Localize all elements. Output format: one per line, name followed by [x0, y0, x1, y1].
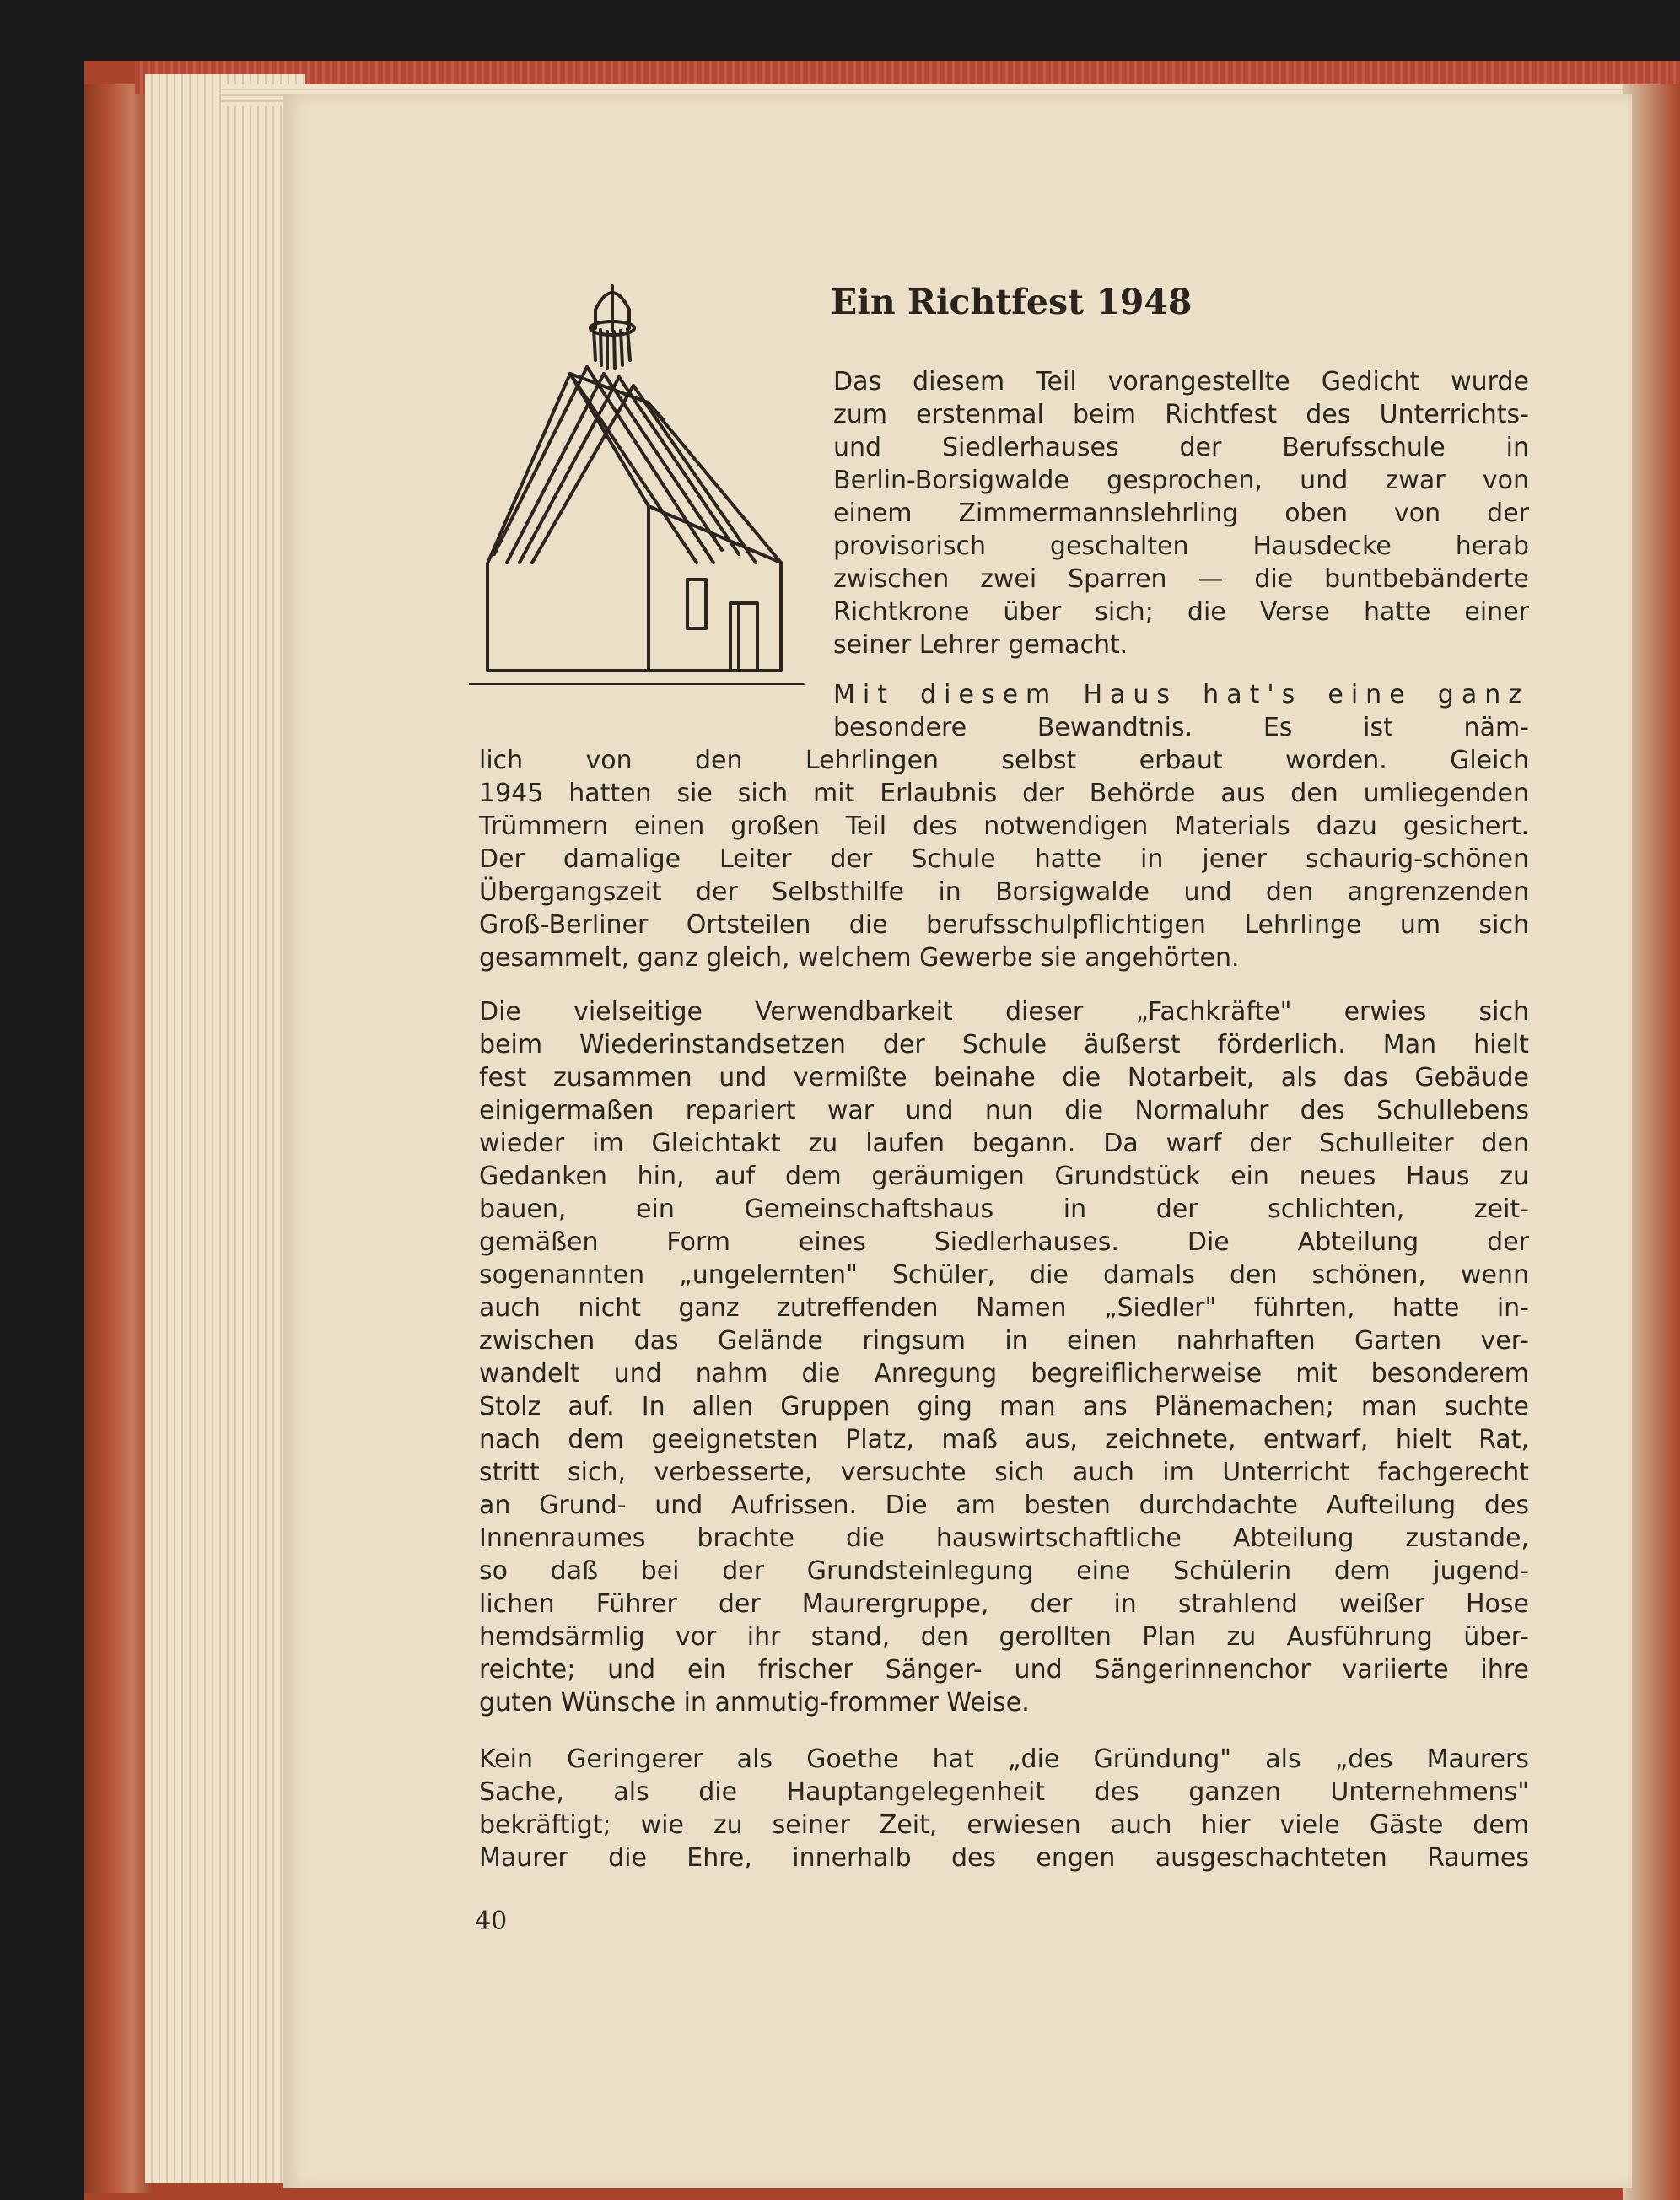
text-line: so daß bei der Grundsteinlegung eine Schülerin dem jugend- [479, 1556, 1529, 1586]
text-line: lich von den Lehrlingen selbst erbaut worden. Gleich [479, 746, 1529, 775]
text-line: Richtkrone über sich; die Verse hatte einer [833, 597, 1529, 627]
text-line: beim Wiederinstandsetzen der Schule äußerst förderlich. Man hielt [479, 1030, 1529, 1060]
text-line: gesammelt, ganz gleich, welchem Gewerbe sie angehörten. [479, 943, 1240, 973]
text-line: lichen Führer der Maurergruppe, der in strahlend weißer Hose [479, 1589, 1529, 1619]
text-line: Trümmern einen großen Teil des notwendigen Materials dazu gesichert. [479, 812, 1529, 841]
text-line: guten Wünsche in anmutig-frommer Weise. [479, 1688, 1030, 1717]
text-line: sogenannten „ungelernten" Schüler, die damals den schönen, wenn [479, 1260, 1529, 1290]
house-frame-with-richtkrone-icon [469, 284, 823, 685]
text-line: an Grund- und Aufrissen. Die am besten durchdachte Aufteilung des [479, 1491, 1529, 1520]
text-line: zum erstenmal beim Richtfest des Unterrichts- [833, 400, 1529, 429]
text-line: und Siedlerhauses der Berufsschule in [833, 433, 1529, 462]
text-line: gemäßen Form eines Siedlerhauses. Die Abteilung der [479, 1227, 1529, 1257]
paragraph-fachkraefte [479, 995, 1529, 1719]
text-line: Innenraumes brachte die hauswirtschaftliche Abteilung zustande, [479, 1523, 1529, 1553]
text-line: Stolz auf. In allen Gruppen ging man ans Plänemachen; man suchte [479, 1392, 1529, 1421]
text-line: reichte; und ein frischer Sänger- und Sängerinnenchor variierte ihre [479, 1655, 1529, 1685]
text-line: zwischen zwei Sparren — die buntbebänderte [833, 564, 1529, 594]
text-line: provisorisch geschalten Hausdecke herab [833, 531, 1529, 561]
text-line: auch nicht ganz zutreffenden Namen „Siedler" führten, hatte in- [479, 1293, 1529, 1323]
text-line: zwischen das Gelände ringsum in einen nahrhaften Garten ver- [479, 1326, 1529, 1356]
text-line: Das diesem Teil vorangestellte Gedicht wurde [833, 367, 1529, 396]
paragraph-intro [833, 365, 1529, 661]
text-line: nach dem geeignetsten Platz, maß aus, zeichnete, entwarf, hielt Rat, [479, 1425, 1529, 1454]
text-line: Übergangszeit der Selbsthilfe in Borsigwalde und den angrenzenden [479, 877, 1529, 907]
text-line: Mit diesem Haus hat's eine ganz [833, 680, 1529, 709]
page-stack-left [145, 74, 305, 2183]
text-line: Maurer die Ehre, innerhalb des engen ausgeschachteten Raumes [479, 1843, 1529, 1873]
text-line: besondere Bewandtnis. Es ist näm- [833, 713, 1529, 742]
text-line: Gedanken hin, auf dem geräumigen Grundstück ein neues Haus zu [479, 1162, 1529, 1191]
text-line: hemdsärmlig vor ihr stand, den gerollten Plan zu Ausführung über- [479, 1622, 1529, 1652]
paragraph-haus [479, 744, 1529, 974]
text-line: fest zusammen und vermißte beinahe die Notarbeit, als das Gebäude [479, 1063, 1529, 1092]
text-line: Kein Geringerer als Goethe hat „die Gründung" als „des Maurers [479, 1744, 1529, 1774]
text-line: bekräftigt; wie zu seiner Zeit, erwiesen auch hier viele Gäste dem [479, 1810, 1529, 1840]
text-line: einigermaßen repariert war und nun die Normaluhr des Schullebens [479, 1096, 1529, 1125]
text-line: Der damalige Leiter der Schule hatte in jener schaurig-schönen [479, 844, 1529, 874]
text-line: wandelt und nahm die Anregung begreiflicherweise mit besonderem [479, 1359, 1529, 1388]
text-line: Sache, als die Hauptangelegenheit des ganzen Unternehmens" [479, 1777, 1529, 1807]
paragraph-goethe [479, 1743, 1529, 1874]
text-line: Berlin-Borsigwalde gesprochen, und zwar von [833, 466, 1529, 495]
book-cover-right-edge [1623, 84, 1680, 2200]
text-line: Die vielseitige Verwendbarkeit dieser „Fachkräfte" erwies sich [479, 997, 1529, 1027]
text-line: bauen, ein Gemeinschaftshaus in der schlichten, zeit- [479, 1194, 1529, 1224]
paragraph-haus-start [833, 678, 1529, 744]
text-line: Groß-Berliner Ortsteilen die berufsschulpflichtigen Lehrlinge um sich [479, 910, 1529, 940]
text-line: seiner Lehrer gemacht. [833, 630, 1128, 660]
page-number: 40 [475, 1906, 508, 1936]
text-line: 1945 hatten sie sich mit Erlaubnis der Behörde aus den umliegenden [479, 779, 1529, 808]
text-line: stritt sich, verbesserte, versuchte sich auch im Unterricht fachgerecht [479, 1458, 1529, 1487]
text-line: wieder im Gleichtakt zu laufen begann. Da warf der Schulleiter den [479, 1129, 1529, 1158]
page-title: Ein Richtfest 1948 [831, 282, 1193, 322]
text-line: einem Zimmermannslehrling oben von der [833, 499, 1529, 528]
book-cover-spine-edge [84, 84, 152, 2193]
